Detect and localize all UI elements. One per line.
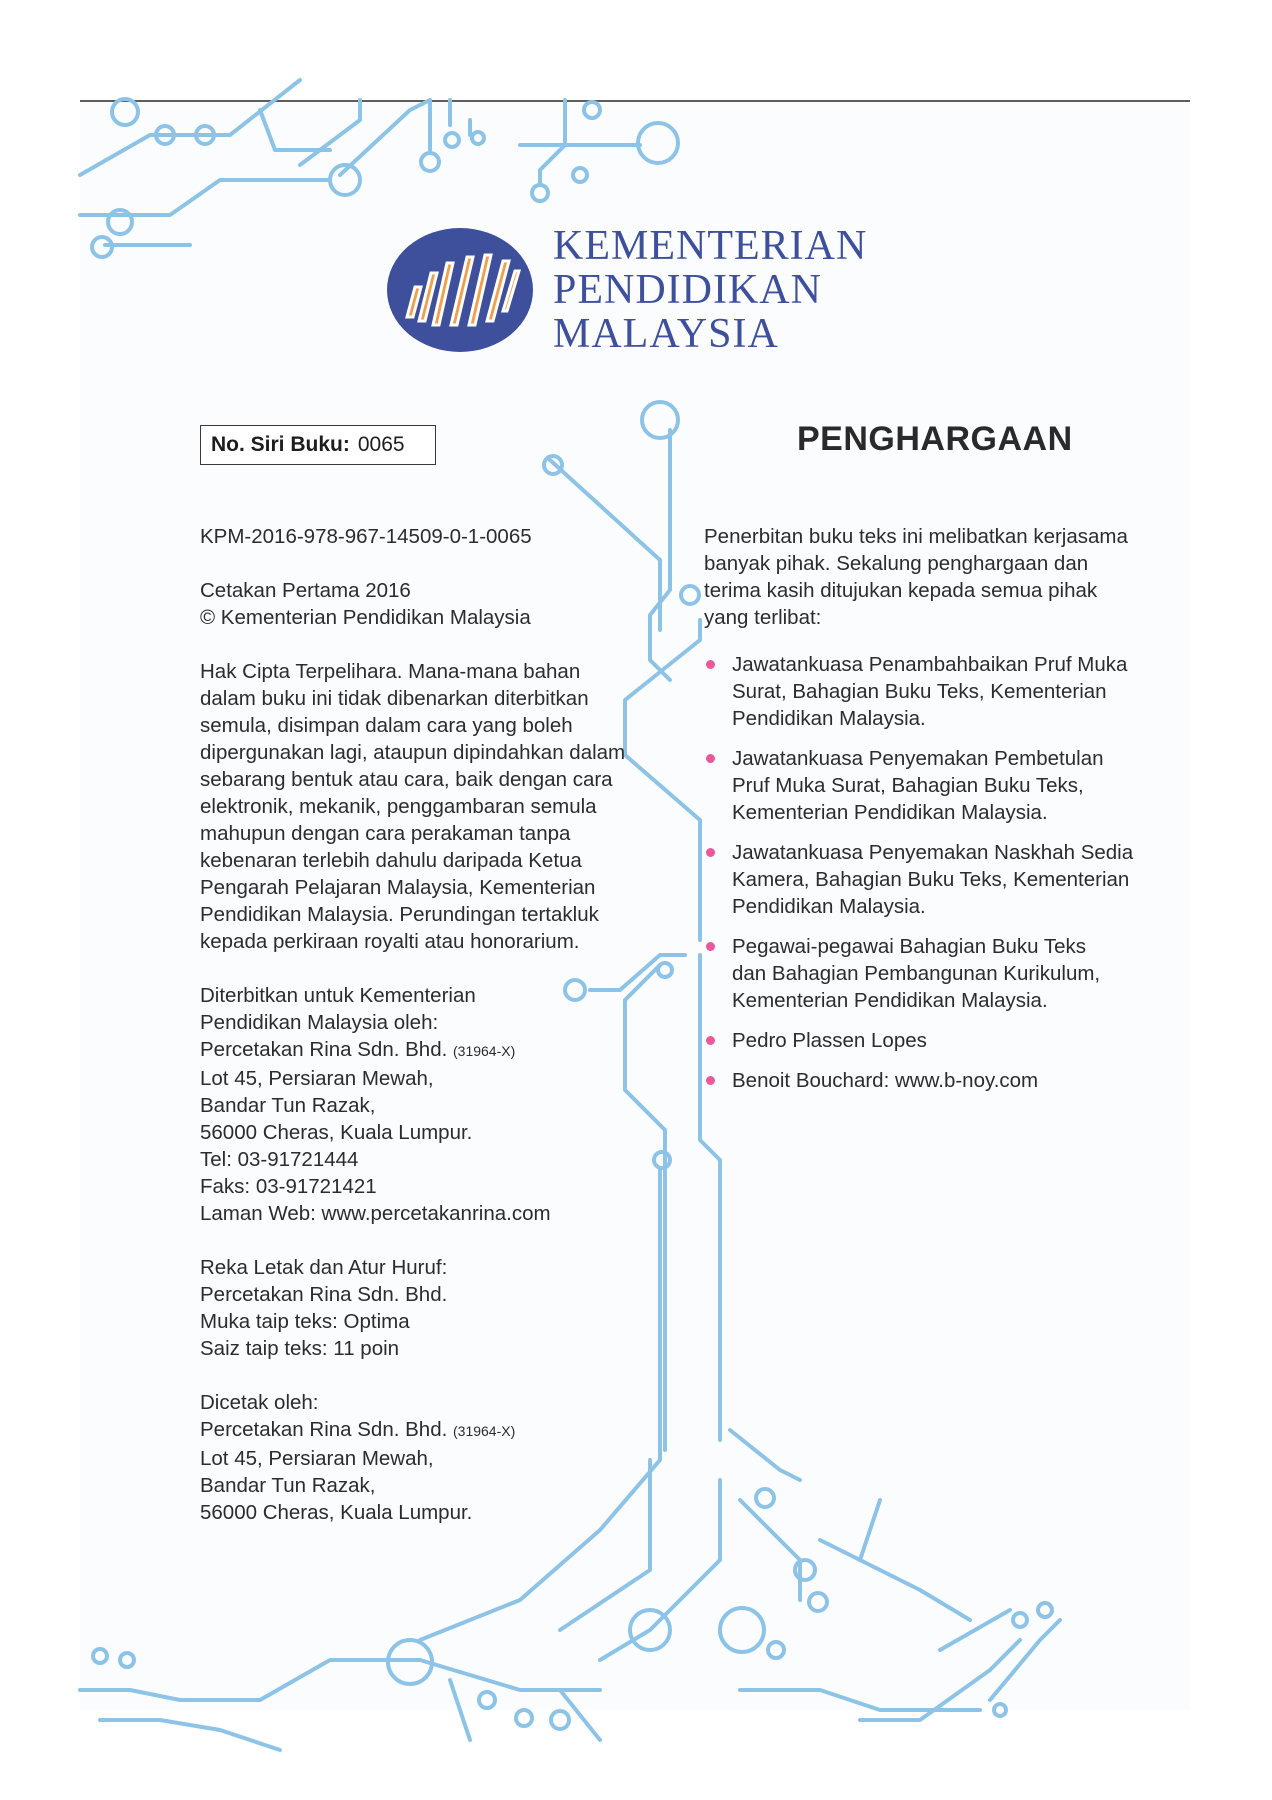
list-item <box>704 839 1174 920</box>
layout-line: Reka Letak dan Atur Huruf: <box>200 1256 448 1279</box>
bullet-icon <box>706 1076 715 1085</box>
list-item <box>704 745 1174 826</box>
printer-block <box>200 1389 670 1526</box>
printer-address: 56000 Cheras, Kuala Lumpur. <box>200 1501 473 1524</box>
bullet-icon <box>706 1036 715 1045</box>
rights-line: semula, disimpan dalam cara yang boleh <box>200 714 573 737</box>
acknowledgement-intro <box>704 523 1174 631</box>
list-item <box>704 1067 1174 1094</box>
rights-line: Pengarah Pelajaran Malaysia, Kementerian <box>200 876 596 899</box>
edition: Cetakan Pertama 2016 <box>200 579 411 602</box>
isbn: KPM-2016-978-967-14509-0-1-0065 <box>200 525 532 548</box>
publisher-fax: Faks: 03-91721421 <box>200 1175 377 1198</box>
printer-reg: (31964-X) <box>453 1423 516 1439</box>
rights-line: kepada perkiraan royalti atau honorarium. <box>200 930 580 953</box>
rights-paragraph <box>200 658 670 955</box>
item-line: Jawatankuasa Penyemakan Naskhah Sedia <box>732 841 1134 864</box>
copyright: © Kementerian Pendidikan Malaysia <box>200 606 531 629</box>
rights-line: kebenaran terlebih dahulu daripada Ketua <box>200 849 582 872</box>
rights-line: Pendidikan Malaysia. Perundingan tertakluk <box>200 903 599 926</box>
serial-number-box <box>200 425 436 465</box>
bullet-icon <box>706 754 715 763</box>
item-line: Kementerian Pendidikan Malaysia. <box>732 989 1048 1012</box>
item-line: Pegawai-pegawai Bahagian Buku Teks <box>732 935 1087 958</box>
publisher-address: 56000 Cheras, Kuala Lumpur. <box>200 1121 473 1144</box>
publisher-block <box>200 982 670 1227</box>
item-line: Pendidikan Malaysia. <box>732 707 926 730</box>
logo-line-3: MALAYSIA <box>553 311 779 357</box>
logo-line-1: KEMENTERIAN <box>553 223 868 269</box>
printer-name: Percetakan Rina Sdn. Bhd. <box>200 1418 448 1441</box>
item-line: dan Bahagian Pembangunan Kurikulum, <box>732 962 1101 985</box>
publisher-address: Lot 45, Persiaran Mewah, <box>200 1067 434 1090</box>
item-line: Kamera, Bahagian Buku Teks, Kementerian <box>732 868 1130 891</box>
rights-line: dalam buku ini tidak dibenarkan diterbitkan <box>200 687 589 710</box>
rights-line: elektronik, mekanik, penggambaran semula <box>200 795 597 818</box>
bullet-icon <box>706 848 715 857</box>
publisher-intro: Pendidikan Malaysia oleh: <box>200 1011 439 1034</box>
printer-address: Bandar Tun Razak, <box>200 1474 376 1497</box>
list-item <box>704 1027 1174 1054</box>
intro-line: banyak pihak. Sekalung penghargaan dan <box>704 552 1089 575</box>
layout-block <box>200 1254 670 1362</box>
layout-line: Percetakan Rina Sdn. Bhd. <box>200 1283 448 1306</box>
isbn-block <box>200 523 670 550</box>
intro-line: Penerbitan buku teks ini melibatkan kerjasama <box>704 525 1128 548</box>
item-line: Kementerian Pendidikan Malaysia. <box>732 801 1048 824</box>
publisher-intro: Diterbitkan untuk Kementerian <box>200 984 476 1007</box>
serial-label: No. Siri Buku: <box>211 433 350 456</box>
publisher-address: Bandar Tun Razak, <box>200 1094 376 1117</box>
publisher-name-line <box>200 1036 670 1065</box>
rights-line: mahupun dengan cara perakaman tanpa <box>200 822 571 845</box>
logo-line-2: PENDIDIKAN <box>553 267 822 313</box>
bullet-icon <box>706 660 715 669</box>
list-item <box>704 933 1174 1014</box>
bullet-icon <box>706 942 715 951</box>
rights-line: Hak Cipta Terpelihara. Mana-mana bahan <box>200 660 581 683</box>
acknowledgements <box>704 523 1174 1107</box>
ministry-emblem-icon <box>385 225 535 355</box>
ministry-logo <box>385 215 867 365</box>
item-line: Jawatankuasa Penambahbaikan Pruf Muka <box>732 653 1128 676</box>
serial-value: 0065 <box>357 433 405 456</box>
publication-details <box>200 523 670 1553</box>
publisher-web: Laman Web: www.percetakanrina.com <box>200 1202 551 1225</box>
rights-line: sebarang bentuk atau cara, baik dengan cara <box>200 768 613 791</box>
printer-label: Dicetak oleh: <box>200 1391 319 1414</box>
publisher-name: Percetakan Rina Sdn. Bhd. <box>200 1038 448 1061</box>
item-line: Pruf Muka Surat, Bahagian Buku Teks, <box>732 774 1084 797</box>
intro-line: yang terlibat: <box>704 606 822 629</box>
acknowledgement-list <box>704 651 1174 1094</box>
publisher-tel: Tel: 03-91721444 <box>200 1148 359 1171</box>
printer-address: Lot 45, Persiaran Mewah, <box>200 1447 434 1470</box>
edition-block <box>200 577 670 631</box>
list-item <box>704 651 1174 732</box>
item-line: Jawatankuasa Penyemakan Pembetulan <box>732 747 1104 770</box>
acknowledgement-heading: PENGHARGAAN <box>797 420 1073 458</box>
item-line: Pendidikan Malaysia. <box>732 895 926 918</box>
printer-name-line <box>200 1416 670 1445</box>
intro-line: terima kasih ditujukan kepada semua pihak <box>704 579 1098 602</box>
publisher-reg: (31964-X) <box>453 1043 516 1059</box>
ministry-name <box>553 224 867 356</box>
item-line: Surat, Bahagian Buku Teks, Kementerian <box>732 680 1107 703</box>
layout-line: Muka taip teks: Optima <box>200 1310 410 1333</box>
item-line: Benoit Bouchard: www.b-noy.com <box>732 1069 1039 1092</box>
item-line: Pedro Plassen Lopes <box>732 1029 927 1052</box>
layout-line: Saiz taip teks: 11 poin <box>200 1337 400 1360</box>
rights-line: dipergunakan lagi, ataupun dipindahkan dalam <box>200 741 626 764</box>
